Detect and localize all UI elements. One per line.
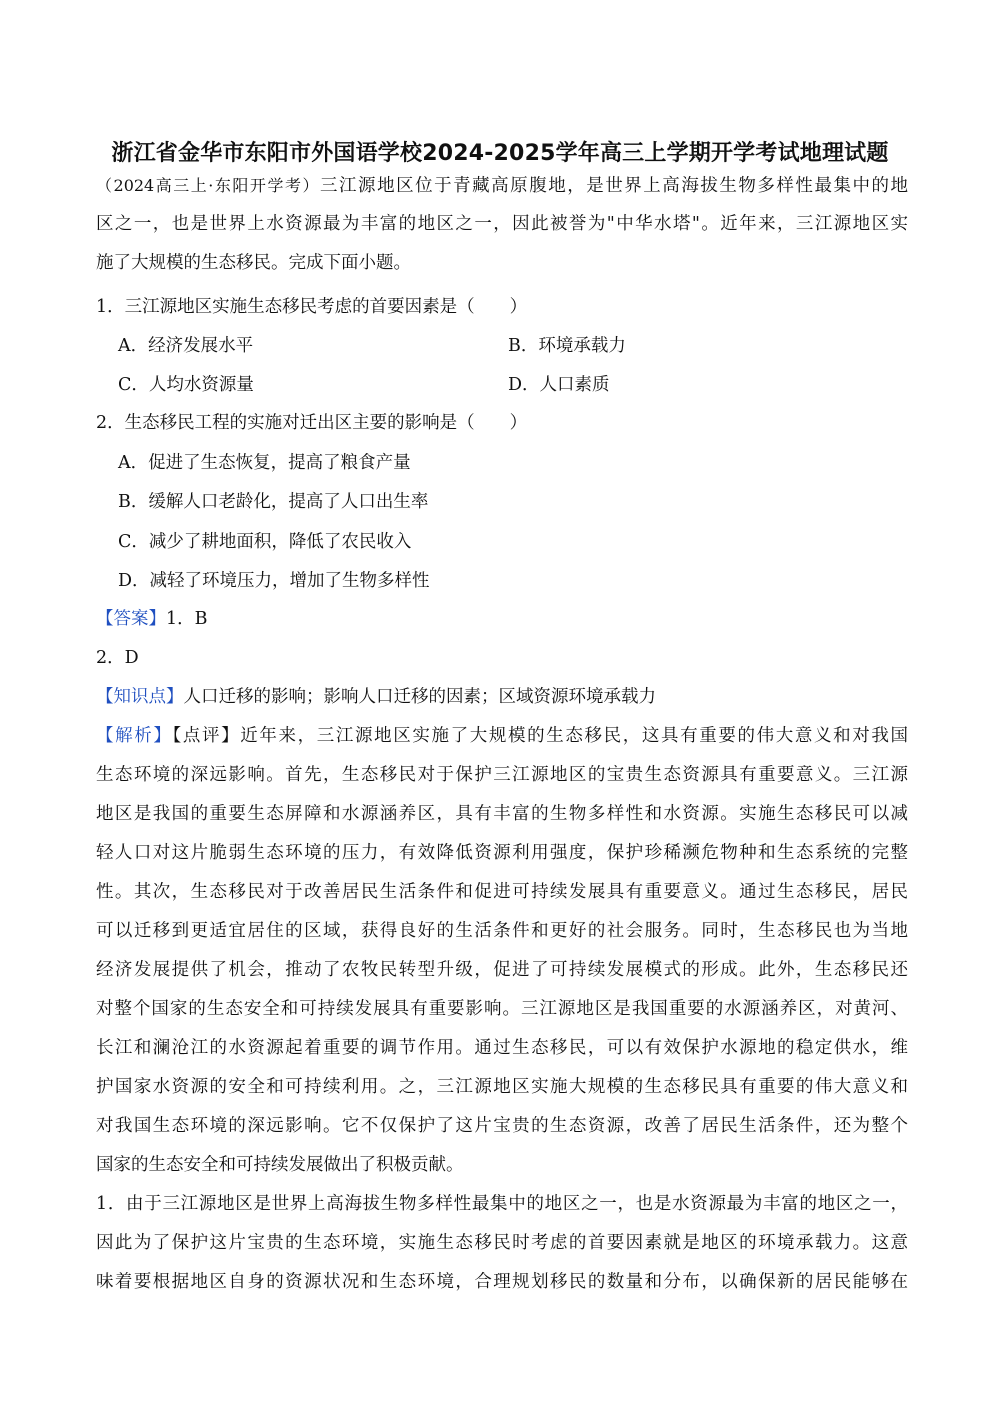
analysis-line: 对整个国家的生态安全和可持续发展具有重要影响。三江源地区是我国重要的水源涵养区，对黄河、 <box>96 999 908 1019</box>
analysis-line: 长江和澜沧江的水资源起着重要的调节作用。通过生态移民，可以有效保护水源地的稳定供水，维 <box>96 1038 908 1058</box>
analysis-line: 国家的生态安全和可持续发展做出了积极贡献。 <box>96 1155 464 1175</box>
knowledge-tag: 【知识点】 <box>96 687 184 707</box>
answer-2: 2．D <box>96 648 139 668</box>
answer-tag: 【答案】 <box>96 609 166 629</box>
explanation-line: 味着要根据地区自身的资源状况和生态环境，合理规划移民的数量和分布，以确保新的居民能够在 <box>96 1272 908 1292</box>
question-2-option-d: D．减轻了环境压力，增加了生物多样性 <box>118 571 430 591</box>
question-2 <box>96 404 908 443</box>
intro-line-3: 施了大规模的生态移民。完成下面小题。 <box>96 253 411 273</box>
question-2-stem: 2．生态移民工程的实施对迁出区主要的影响是（ ） <box>96 413 528 433</box>
question-2-option-c: C．减少了耕地面积，降低了农民收入 <box>118 532 412 552</box>
question-1-option-d: D．人口素质 <box>508 375 610 395</box>
intro-line-1: （2024高三上·东阳开学考）三江源地区位于青藏高原腹地，是世界上高海拔生物多样性最集中的地 <box>96 176 909 196</box>
answer-line-1 <box>96 600 908 639</box>
analysis-line: 护国家水资源的安全和可持续利用。之，三江源地区实施大规模的生态移民具有重要的伟大意义和 <box>96 1077 908 1097</box>
page-title: 浙江省金华市东阳市外国语学校2024-2025学年高三上学期开学考试地理试题 <box>111 141 889 166</box>
analysis-line: 轻人口对这片脆弱生态环境的压力，有效降低资源利用强度，保护珍稀濒危物种和生态系统的完整 <box>96 843 908 863</box>
question-2-option-b: B．缓解人口老龄化，提高了人口出生率 <box>118 492 429 512</box>
explanation-line: 因此为了保护这片宝贵的生态环境，实施生态移民时考虑的首要因素就是地区的环境承载力。这意 <box>96 1233 908 1253</box>
analysis-line: 地区是我国的重要生态屏障和水源涵养区，具有丰富的生物多样性和水资源。实施生态移民可以减 <box>96 804 908 824</box>
knowledge-line <box>96 678 908 717</box>
question-1-stem: 1．三江源地区实施生态移民考虑的首要因素是（ ） <box>96 297 528 317</box>
analysis-line: 经济发展提供了机会，推动了农牧民转型升级，促进了可持续发展模式的形成。此外，生态移民还 <box>96 960 908 980</box>
answer-section <box>96 600 908 1302</box>
intro-line-2: 区之一，也是世界上水资源最为丰富的地区之一，因此被誉为"中华水塔"。近年来，三江源地区实 <box>96 214 908 234</box>
question-1-option-a: A．经济发展水平 <box>118 336 254 356</box>
knowledge-text: 人口迁移的影响；影响人口迁移的因素；区域资源环境承载力 <box>183 687 656 707</box>
analysis-line: 性。其次，生态移民对于改善居民生活条件和促进可持续发展具有重要意义。通过生态移民，居民 <box>96 882 908 902</box>
analysis-tag: 【解析】 <box>96 726 173 746</box>
intro-passage <box>96 166 908 283</box>
question-source: （2024高三上·东阳开学考） <box>96 176 321 195</box>
question-2-option-a: A．促进了生态恢复，提高了粮食产量 <box>118 453 411 473</box>
analysis-line: 可以迁移到更适宜居住的区域，获得良好的生活条件和更好的社会服务。同时，生态移民也为当地 <box>96 921 908 941</box>
question-1-option-c: C．人均水资源量 <box>118 375 254 395</box>
analysis-first-line: 【解析】【点评】近年来，三江源地区实施了大规模的生态移民，这具有重要的伟大意义和对我国 <box>96 726 908 746</box>
explanation-line: 1．由于三江源地区是世界上高海拔生物多样性最集中的地区之一，也是水资源最为丰富的地区之一， <box>96 1194 908 1214</box>
answer-1: 1．B <box>166 609 208 629</box>
question-1 <box>96 288 908 327</box>
analysis-line: 生态环境的深远影响。首先，生态移民对于保护三江源地区的宝贵生态资源具有重要意义。三江源 <box>96 765 908 785</box>
analysis-line: 对我国生态环境的深远影响。它不仅保护了这片宝贵的生态资源，改善了居民生活条件，还为整个 <box>96 1116 908 1136</box>
question-1-option-b: B．环境承载力 <box>508 336 626 356</box>
